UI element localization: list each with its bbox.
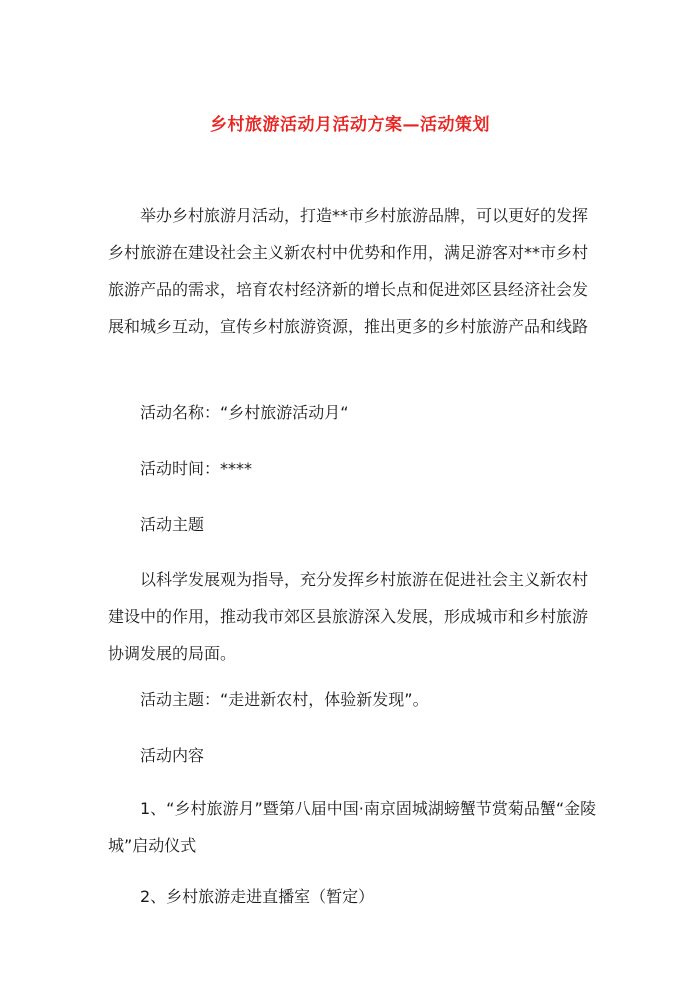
intro-paragraph: 举办乡村旅游月活动，打造**市乡村旅游品牌，可以更好的发挥乡村旅游在建设社会主义新农村中优势和作用，满足游客对**市乡村旅游产品的需求，培育农村经济新的增长点和促进郊区县经济社会发展和城乡互动，宣传乡村旅游资源，推出更多的乡村旅游产品和线路 bbox=[108, 206, 589, 336]
activity-name: 活动名称：“乡村旅游活动月“ bbox=[140, 403, 349, 422]
theme-heading: 活动主题 bbox=[140, 515, 205, 534]
content-item-1: 1、“乡村旅游月”暨第八届中国·南京固城湖螃蟹节赏菊品蟹“金陵城”启动仪式 bbox=[108, 799, 597, 855]
content-heading: 活动内容 bbox=[140, 746, 205, 765]
theme-paragraph: 以科学发展观为指导，充分发挥乡村旅游在促进社会主义新农村建设中的作用，推动我市郊区县旅游深入发展，形成城市和乡村旅游协调发展的局面。 bbox=[108, 570, 589, 663]
theme-slogan: 活动主题：“走进新农村，体验新发现”。 bbox=[140, 690, 429, 709]
document-title: 乡村旅游活动月活动方案—活动策划 bbox=[210, 115, 490, 135]
activity-time: 活动时间：**** bbox=[140, 459, 253, 478]
content-item-2: 2、乡村旅游走进直播室（暂定） bbox=[140, 887, 375, 906]
